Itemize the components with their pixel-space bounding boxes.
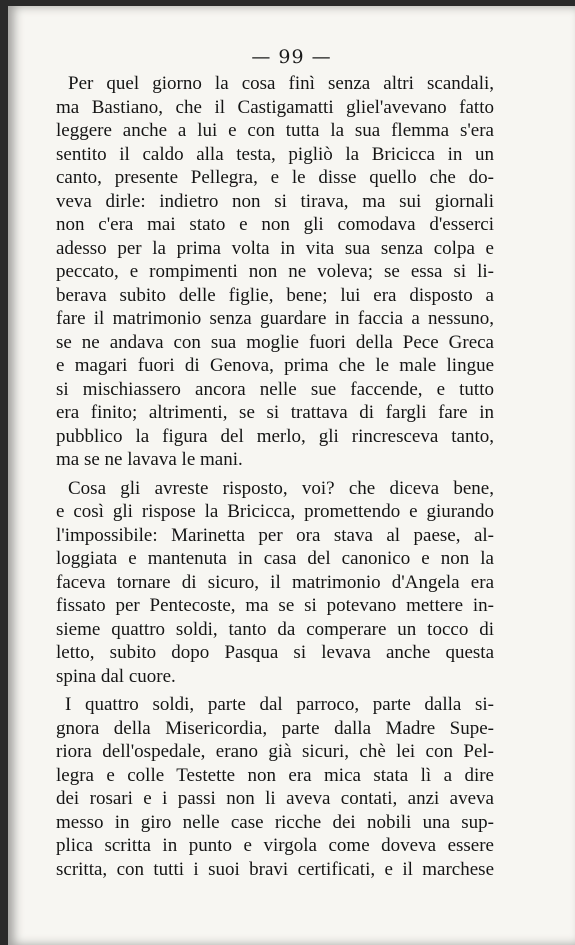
text-line: ma Bastiano, che il Castigamatti gliel'avevano fatto bbox=[56, 96, 494, 118]
text-line: e così gli rispose la Bricicca, promettendo e giurando bbox=[56, 501, 494, 522]
text-line: canto, presente Pellegra, e le disse quello che do- bbox=[56, 167, 494, 188]
text-line: berava subito delle figlie, bene; lui era disposto a bbox=[56, 284, 494, 306]
text-line: ma se ne lavava le mani. bbox=[56, 449, 243, 470]
text-line: sentito il caldo alla testa, pigliò la Bricicca in un bbox=[56, 143, 494, 165]
text-line: adesso per la prima volta in vita sua senza colpa e bbox=[56, 237, 494, 259]
text-line: sieme quattro soldi, tanto da comperare un tocco di bbox=[56, 618, 494, 640]
text-line: fare il matrimonio senza guardare in faccia a nessuno, bbox=[56, 308, 494, 329]
book-page bbox=[8, 6, 575, 945]
text-line: Cosa gli avreste risposto, voi? che diceva bene, bbox=[68, 477, 494, 499]
text-line: se ne andava con sua moglie fuori della Pece Greca bbox=[56, 331, 494, 353]
text-line: riora dell'ospedale, erano già sicuri, chè lei con Pel- bbox=[56, 741, 494, 762]
text-line: non c'era mai stato e non gli comodava d'esserci bbox=[56, 214, 494, 235]
text-line: loggiata e mantenuta in casa del canonico e non la bbox=[56, 548, 494, 569]
text-line: l'impossibile: Marinetta per ora stava al paese, al- bbox=[56, 524, 494, 546]
text-line: Per quel giorno la cosa finì senza altri scandali, bbox=[68, 73, 494, 94]
text-line: I quattro soldi, parte dal parroco, parte dalla si- bbox=[65, 694, 494, 715]
text-line: faceva tornare di sicuro, il matrimonio d'Angela era bbox=[56, 571, 494, 593]
body-text bbox=[56, 72, 494, 881]
text-line: si mischiassero ancora nelle sue faccende, e tutto bbox=[56, 378, 494, 400]
text-line: peccato, e rompimenti non ne voleva; se essa si li- bbox=[56, 261, 494, 282]
text-line: pubblico la figura del merlo, gli rincresceva tanto, bbox=[56, 425, 494, 447]
text-line: plica scritta in punto e virgola come doveva essere bbox=[56, 835, 494, 856]
text-line: scritta, con tutti i suoi bravi certificati, e il marchese bbox=[56, 858, 494, 880]
text-line: letto, subito dopo Pasqua si levava anche questa bbox=[56, 642, 494, 663]
text-line: leggere anche a lui e con tutta la sua flemma s'era bbox=[56, 120, 494, 141]
paragraph-2 bbox=[56, 477, 494, 689]
paragraph-3 bbox=[56, 693, 494, 881]
text-line: fissato per Pentecoste, ma se si potevano mettere in- bbox=[56, 595, 494, 616]
page-number: — 99 — bbox=[251, 46, 332, 68]
text-line: dei rosari e i passi non li aveva contati, anzi aveva bbox=[56, 788, 494, 809]
text-line: messo in giro nelle case ricche dei nobili una sup- bbox=[56, 811, 494, 833]
text-line: legra e colle Testette non era mica stata lì a dire bbox=[56, 764, 494, 786]
text-line: spina dal cuore. bbox=[56, 665, 176, 687]
text-line: gnora della Misericordia, parte dalla Madre Supe- bbox=[56, 717, 494, 739]
text-line: e magari fuori di Genova, prima che le male lingue bbox=[56, 355, 494, 376]
text-line: era finito; altrimenti, se si trattava di fargli fare in bbox=[56, 402, 494, 423]
text-line: veva dirle: indietro non si tirava, ma sui giornali bbox=[56, 190, 494, 212]
paragraph-1 bbox=[56, 72, 494, 472]
